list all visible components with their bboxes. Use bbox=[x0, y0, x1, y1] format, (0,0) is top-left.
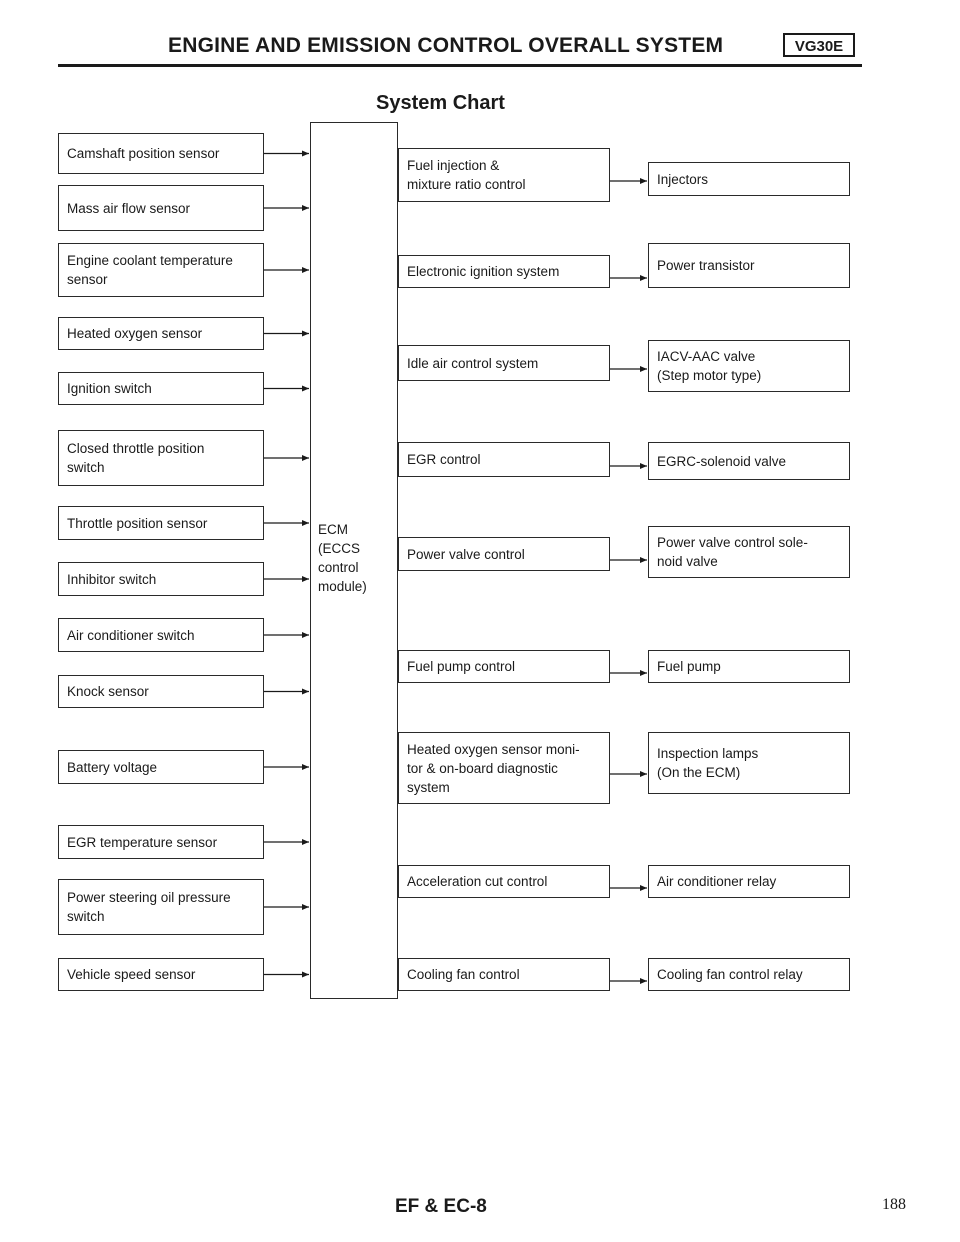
input-sensor-box: Closed throttle position switch bbox=[58, 430, 264, 486]
actuator-box: Cooling fan control relay bbox=[648, 958, 850, 991]
input-sensor-box: Battery voltage bbox=[58, 750, 264, 784]
input-sensor-box: Knock sensor bbox=[58, 675, 264, 708]
input-sensor-box: Throttle position sensor bbox=[58, 506, 264, 540]
control-function-box: Heated oxygen sensor moni- tor & on-board diagnostic system bbox=[398, 732, 610, 804]
input-sensor-box: Engine coolant temperature sensor bbox=[58, 243, 264, 297]
input-sensor-box: Vehicle speed sensor bbox=[58, 958, 264, 991]
actuator-box: Power valve control sole- noid valve bbox=[648, 526, 850, 578]
control-function-box: Electronic ignition system bbox=[398, 255, 610, 288]
control-function-box: Fuel injection & mixture ratio control bbox=[398, 148, 610, 202]
input-sensor-box: Inhibitor switch bbox=[58, 562, 264, 596]
control-function-box: Idle air control system bbox=[398, 345, 610, 381]
input-sensor-box: Power steering oil pressure switch bbox=[58, 879, 264, 935]
actuator-box: Power transistor bbox=[648, 243, 850, 288]
control-function-box: EGR control bbox=[398, 442, 610, 477]
control-function-box: Fuel pump control bbox=[398, 650, 610, 683]
input-sensor-box: Camshaft position sensor bbox=[58, 133, 264, 174]
actuator-box: Inspection lamps (On the ECM) bbox=[648, 732, 850, 794]
input-sensor-box: Air conditioner switch bbox=[58, 618, 264, 652]
section-code: EF & EC-8 bbox=[395, 1196, 487, 1217]
input-sensor-box: EGR temperature sensor bbox=[58, 825, 264, 859]
input-sensor-box: Heated oxygen sensor bbox=[58, 317, 264, 350]
actuator-box: Injectors bbox=[648, 162, 850, 196]
model-badge: VG30E bbox=[783, 33, 855, 57]
actuator-box: IACV-AAC valve (Step motor type) bbox=[648, 340, 850, 392]
control-function-box: Cooling fan control bbox=[398, 958, 610, 991]
ecm-label: ECM (ECCS control module) bbox=[318, 522, 367, 594]
control-function-box: Acceleration cut control bbox=[398, 865, 610, 898]
input-sensor-box: Mass air flow sensor bbox=[58, 185, 264, 231]
page-number: 188 bbox=[882, 1196, 906, 1213]
actuator-box: Air conditioner relay bbox=[648, 865, 850, 898]
actuator-box: EGRC-solenoid valve bbox=[648, 442, 850, 480]
input-sensor-box: Ignition switch bbox=[58, 372, 264, 405]
page-title: ENGINE AND EMISSION CONTROL OVERALL SYSTEM bbox=[168, 34, 724, 57]
actuator-box: Fuel pump bbox=[648, 650, 850, 683]
control-function-box: Power valve control bbox=[398, 537, 610, 571]
chart-title: System Chart bbox=[376, 92, 505, 114]
